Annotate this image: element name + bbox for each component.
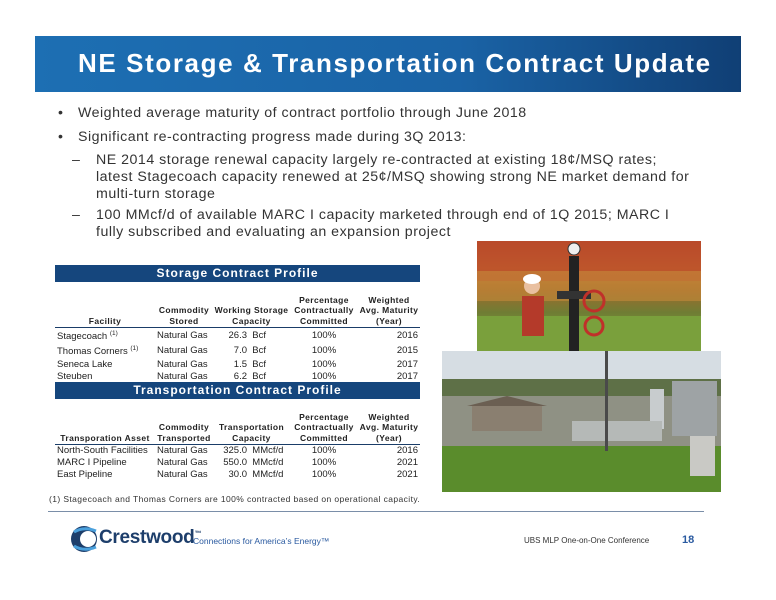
- capacity-cell: 550.0 MMcf/d: [223, 457, 284, 469]
- percentage-cell: 100%: [311, 445, 337, 456]
- sub-bullet: – 100 MMcf/d of available MARC I capacity marketed through end of 1Q 2015; MARC I fully subscribed and evaluating an expansion project: [72, 207, 670, 240]
- column-header: Transporation Asset: [55, 401, 155, 445]
- transport-table: [55, 401, 420, 482]
- percentage-cell: 100%: [311, 344, 337, 356]
- capacity-cell: 1.5 Bcf: [233, 358, 267, 370]
- maturity-cell: 2015: [396, 344, 418, 356]
- table-row: [55, 457, 420, 469]
- column-header: Commodity Stored: [155, 284, 213, 328]
- percentage-cell: 100%: [311, 457, 337, 469]
- commodity-cell: Natural Gas: [157, 358, 208, 370]
- tagline: Connections for America’s Energy™: [193, 536, 330, 546]
- column-header: Transportation Capacity: [213, 401, 290, 445]
- page-number: 18: [682, 534, 695, 546]
- asset-cell: North-South Facilities: [57, 445, 148, 456]
- commodity-cell: Natural Gas: [157, 329, 208, 341]
- table-header-row: [55, 284, 420, 328]
- storage-table: [55, 284, 420, 383]
- table-row: [55, 328, 420, 344]
- commodity-cell: Natural Gas: [157, 370, 208, 382]
- table-header-row: [55, 401, 420, 445]
- wellhead-illustration: [477, 241, 701, 351]
- facility-illustration: [442, 351, 721, 492]
- maturity-cell: 2021: [396, 457, 418, 469]
- capacity-cell: 325.0 MMcf/d: [223, 445, 284, 456]
- column-header: Percentage Contractually Committed: [290, 284, 358, 328]
- commodity-cell: Natural Gas: [157, 457, 208, 469]
- sub-bullet: – NE 2014 storage renewal capacity largely re-contracted at existing 18¢/MSQ rates; latest Stagecoach capacity renewed at 25¢/MSQ showing strong NE market demand for multi-turn storage: [72, 152, 690, 202]
- commodity-cell: Natural Gas: [157, 445, 208, 456]
- commodity-cell: Natural Gas: [157, 469, 208, 481]
- maturity-cell: 2016: [396, 329, 418, 341]
- title-banner: [35, 36, 741, 92]
- maturity-cell: 2021: [396, 469, 418, 481]
- column-header: Percentage Contractually Committed: [290, 401, 358, 445]
- facility-cell: Seneca Lake: [57, 358, 113, 370]
- maturity-cell: 2017: [396, 358, 418, 370]
- commodity-cell: Natural Gas: [157, 344, 208, 356]
- capacity-cell: 6.2 Bcf: [233, 370, 267, 382]
- column-header: Facility: [55, 284, 155, 328]
- column-header: Weighted Avg. Maturity (Year): [358, 284, 420, 328]
- bullet: • Significant re-contracting progress made during 3Q 2013:: [58, 128, 698, 147]
- facility-photo: [442, 351, 721, 492]
- maturity-cell: 2016: [396, 445, 418, 456]
- wellhead-photo: [477, 241, 701, 351]
- maturity-cell: 2017: [396, 370, 418, 382]
- capacity-cell: 7.0 Bcf: [233, 344, 267, 356]
- storage-table-header: Storage Contract Profile: [55, 265, 420, 282]
- page-title: NE Storage & Transportation Contract Update: [78, 48, 712, 78]
- column-header: Working Storage Capacity: [213, 284, 290, 328]
- column-header: Commodity Transported: [155, 401, 213, 445]
- capacity-cell: 30.0 MMcf/d: [228, 469, 284, 481]
- logo-wordmark: Crestwood™: [99, 527, 202, 548]
- facility-cell: Steuben: [57, 370, 93, 382]
- percentage-cell: 100%: [311, 358, 337, 370]
- table-row: [55, 359, 420, 371]
- bullet-list: [58, 104, 698, 245]
- table-row: [55, 469, 420, 481]
- conference-name: UBS MLP One-on-One Conference: [524, 536, 650, 545]
- facility-cell: Stagecoach $^{(1)}$: [57, 330, 118, 343]
- percentage-cell: 100%: [311, 370, 337, 382]
- footer-divider: [48, 511, 704, 512]
- capacity-cell: 26.3 Bcf: [228, 329, 267, 341]
- facility-cell: Thomas Corners $^{(1)}$: [57, 345, 139, 358]
- footnote: (1) Stagecoach and Thomas Corners are 100% contracted based on operational capacity.: [49, 494, 421, 504]
- percentage-cell: 100%: [311, 329, 337, 341]
- column-header: Weighted Avg. Maturity (Year): [358, 401, 420, 445]
- table-row: [55, 445, 420, 458]
- asset-cell: East Pipeline: [57, 469, 113, 481]
- bullet: • Weighted average maturity of contract portfolio through June 2018: [58, 104, 698, 123]
- transport-table-header: Transportation Contract Profile: [55, 382, 420, 399]
- table-row: [55, 343, 420, 358]
- percentage-cell: 100%: [311, 469, 337, 481]
- asset-cell: MARC I Pipeline: [57, 457, 127, 469]
